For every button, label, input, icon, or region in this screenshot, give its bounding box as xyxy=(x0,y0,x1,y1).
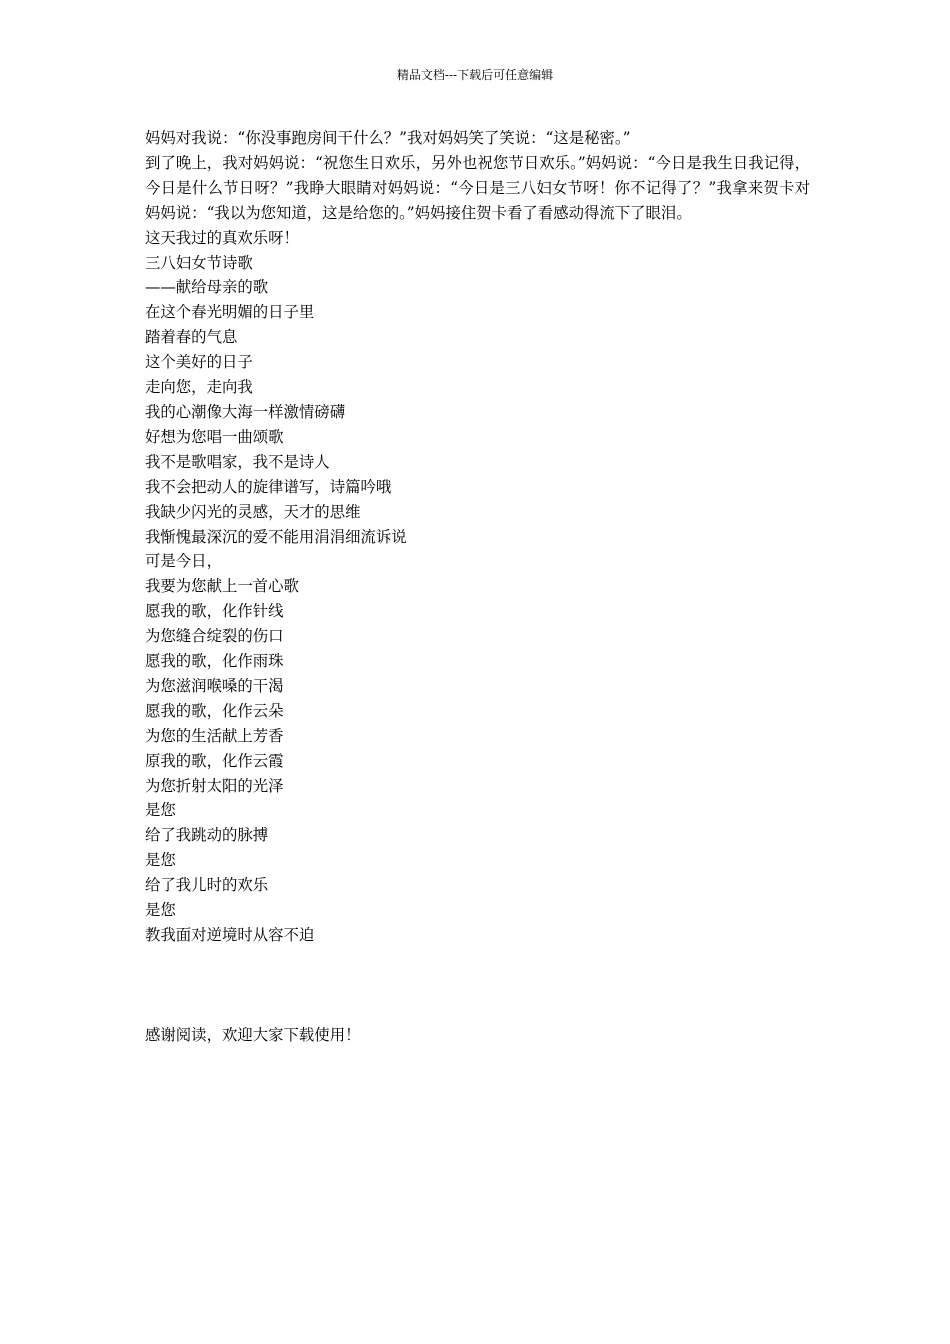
poem-line: 愿我的歌，化作云朵 xyxy=(145,701,284,720)
poem-line: 可是今日， xyxy=(145,552,222,571)
poem-line: 为您滋润喉嗓的干渴 xyxy=(145,676,284,695)
poem-line: 愿我的歌，化作针线 xyxy=(145,602,284,621)
poem-line: 为您的生活献上芳香 xyxy=(145,726,284,745)
poem-line: 我的心潮像大海一样激情磅礴 xyxy=(145,402,346,421)
poem-line: 原我的歌，化作云霞 xyxy=(145,751,284,770)
poem-line: 踏着春的气息 xyxy=(145,328,238,347)
poem-line: 我缺少闪光的灵感，天才的思维 xyxy=(145,502,361,521)
poem-line: 在这个春光明媚的日子里 xyxy=(145,303,315,322)
page-header: 精品文档---下载后可任意编辑 xyxy=(396,68,554,82)
poem-line: 为您缝合绽裂的伤口 xyxy=(145,627,284,646)
paragraph: 妈妈对我说：“你没事跑房间干什么？”我对妈妈笑了笑说：“这是秘密。” xyxy=(145,129,631,147)
poem-line: 我不会把动人的旋律谱写，诗篇吟哦 xyxy=(145,477,392,496)
poem-subtitle: ——献给母亲的歌 xyxy=(145,278,269,297)
poem-lines xyxy=(145,300,810,948)
closing-note: 感谢阅读，欢迎大家下载使用！ xyxy=(145,1026,361,1044)
paragraph: 到了晚上，我对妈妈说：“祝您生日欢乐，另外也祝您节日欢乐。”妈妈说：“今日是我生日我记得，今日是什么节日呀？”我睁大眼睛对妈妈说：“今日是三八妇女节呀！你不记得了？”我拿来贺卡对妈妈说：“我以为您知道，这是给您的。”妈妈接住贺卡看了看感动得流下了眼泪。 xyxy=(145,153,810,222)
poem-line: 我不是歌唱家，我不是诗人 xyxy=(145,452,330,471)
poem-line: 我惭愧最深沉的爱不能用涓涓细流诉说 xyxy=(145,527,407,546)
poem-line: 我要为您献上一首心歌 xyxy=(145,577,299,596)
poem-line: 教我面对逆境时从容不迫 xyxy=(145,926,315,944)
poem-title: 三八妇女节诗歌 xyxy=(145,253,253,272)
poem-line: 给了我跳动的脉搏 xyxy=(145,826,269,845)
poem-line: 这个美好的日子 xyxy=(145,353,253,372)
paragraph: 这天我过的真欢乐呀！ xyxy=(145,228,299,247)
poem-line: 走向您，走向我 xyxy=(145,378,253,397)
poem-line: 为您折射太阳的光泽 xyxy=(145,776,284,795)
poem-line: 给了我儿时的欢乐 xyxy=(145,876,269,895)
poem-line: 是您 xyxy=(145,901,176,920)
poem-line: 是您 xyxy=(145,851,176,870)
poem-line: 是您 xyxy=(145,801,176,820)
poem-line: 好想为您唱一曲颂歌 xyxy=(145,427,284,446)
poem-line: 愿我的歌，化作雨珠 xyxy=(145,652,284,671)
document-body xyxy=(145,126,810,948)
